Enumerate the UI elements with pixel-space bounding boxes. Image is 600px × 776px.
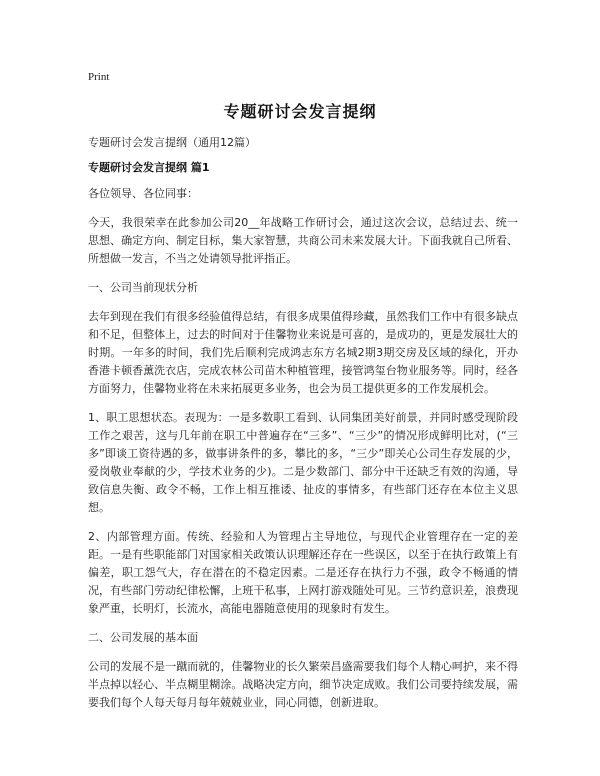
paragraph-status-review: 去年到现在我们有很多经验值得总结，有很多成果值得珍藏，虽然我们工作中有很多缺点和不足，但整体上，过去的时间对于佳馨物业来说是可喜的，是成功的，更是发展壮大的时期。一年多的时间，我们先后顺利完成鸿志东方名城2期3期交房及区域的绿化，开办香港卡顿香薰洗衣店，完成农林公司苗木种植管理，接管鸿玺台物业服务等。同时，经各方面努力，佳馨物业将在未来拓展更多业务，也会为员工提供更多的工作发展机会。 bbox=[88, 310, 518, 395]
page-title: 专题研讨会发言提纲 bbox=[223, 102, 377, 121]
section-heading: 专题研讨会发言提纲 篇1 bbox=[88, 161, 210, 174]
print-label[interactable]: Print bbox=[88, 71, 110, 83]
heading-current-status: 一、公司当前现状分析 bbox=[88, 281, 198, 294]
paragraph-intro: 今天，我很荣幸在此参加公司20__年战略工作研讨会，通过这次会议，总结过去、统一思想、确定方向、制定目标，集大家智慧，共商公司未来发展大计。下面我就自己所看、所想做一发言，不当之处请领导批评指正。 bbox=[88, 216, 518, 265]
paragraph-internal-management: 2、内部管理方面。传统、经验和人为管理占主导地位，与现代企业管理存在一定的差距。一是有些职能部门对国家相关政策认识理解还存在一些误区，以至于在执行政策上有偏差，职工怨气大，存在潜在的不稳定因素。二是还存在执行力不强，政令不畅通的情况，有些部门劳动纪律松懈，上班干私事，上网打游戏随处可见。三节约意识差，浪费现象严重，长明灯，长流水，高能电器随意使用的现象时有发生。 bbox=[88, 530, 518, 615]
document-body bbox=[88, 185, 518, 721]
paragraph-development: 公司的发展不是一蹴而就的，佳馨物业的长久繁荣昌盛需要我们每个人精心呵护，来不得半点掉以轻心、半点糊里糊涂。战略决定方向，细节决定成败。我们公司要持续发展，需要我们每个人每天每月每年兢兢业业，同心同德，创新进取。 bbox=[88, 660, 518, 709]
heading-development-basics: 二、公司发展的基本面 bbox=[88, 631, 198, 644]
document-subtitle: 专题研讨会发言提纲（通用12篇） bbox=[88, 136, 256, 149]
paragraph-greeting: 各位领导、各位同事： bbox=[88, 187, 198, 200]
paragraph-staff-mindset: 1、职工思想状态。表现为：一是多数职工看到、认同集团美好前景，并同时感受现阶段工作之艰苦，这与几年前在职工中普遍存在“三多”、“三少”的情况形成鲜明比对，(“三多”即谈工资待遇的多，做事讲条件的多，攀比的多，“三少”即关心公司生存发展的少，爱岗敬业奉献的少，学技术业务的少)。二是少数部门、部分中干还缺乏有效的沟通，导致信息失衡、政令不畅，工作上相互推诿、扯皮的事情多，有些部门还存在本位主义思想。 bbox=[88, 411, 518, 514]
